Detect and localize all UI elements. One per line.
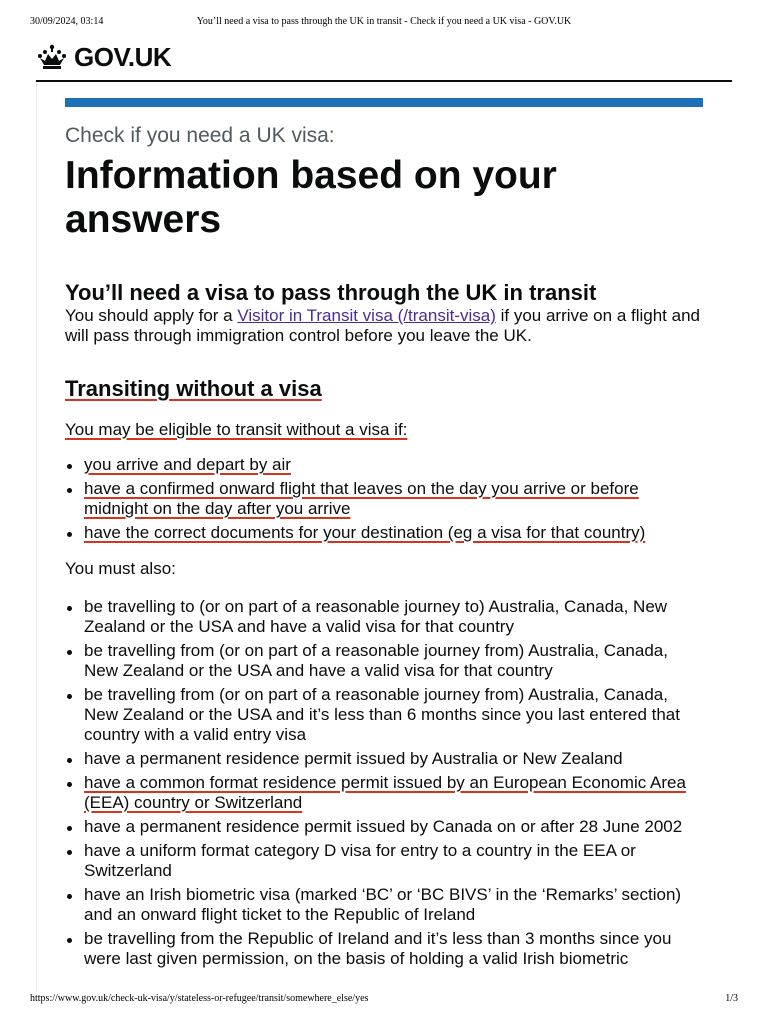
list-item-text: have the correct documents for your destination (eg a visa for that country)	[84, 523, 646, 542]
transit-visa-link[interactable]: Visitor in Transit visa (/transit-visa)	[237, 306, 496, 325]
result-text	[65, 306, 705, 346]
list-item	[65, 523, 705, 543]
main-content	[65, 122, 705, 973]
list-item: have a permanent residence permit issued by Australia or New Zealand	[65, 749, 705, 769]
print-footer	[30, 993, 738, 1007]
list-item: have a permanent residence permit issued by Canada on or after 28 June 2002	[65, 817, 705, 837]
result-heading: You’ll need a visa to pass through the UK in transit	[65, 280, 597, 305]
eligible-intro-text: You may be eligible to transit without a visa if:	[65, 420, 408, 439]
list-item: be travelling to (or on part of a reasonable journey to) Australia, Canada, New Zealand or the USA and have a valid visa for that country	[65, 597, 705, 637]
govuk-header	[36, 40, 732, 82]
list-item: have a uniform format category D visa for entry to a country in the EEA or Switzerland	[65, 841, 705, 881]
print-page-title: You’ll need a visa to pass through the UK in transit - Check if you need a UK visa - GOV.UK	[196, 16, 572, 27]
list-item: be travelling from (or on part of a reasonable journey from) Australia, Canada, New Zealand or the USA and have a valid visa for that country	[65, 641, 705, 681]
list-item-text: have a confirmed onward flight that leaves on the day you arrive or before midnight on the day after you arrive	[84, 479, 639, 518]
list-item: be travelling from the Republic of Ireland and it’s less than 3 months since you were last given permission, on the basis of holding a valid Irish biometric	[65, 929, 705, 969]
eligible-list	[65, 455, 705, 543]
page-caption: Check if you need a UK visa:	[65, 124, 335, 147]
list-item	[65, 773, 705, 813]
list-item-text: you arrive and depart by air	[84, 455, 291, 474]
list-item: have an Irish biometric visa (marked ‘BC’ or ‘BC BIVS’ in the ‘Remarks’ section) and an onward flight ticket to the Republic of Ireland	[65, 885, 705, 925]
print-page-number: 1/3	[725, 993, 738, 1004]
govuk-logo-link[interactable]	[36, 42, 171, 72]
transit-heading-text: Transiting without a visa	[65, 376, 322, 401]
list-item: be travelling from (or on part of a reasonable journey from) Australia, Canada, New Zealand or the USA and it’s less than 6 months since you last entered that country with a valid entry visa	[65, 685, 705, 745]
must-also-intro: You must also:	[65, 559, 176, 578]
transit-without-visa-heading	[65, 376, 705, 402]
must-also-list	[65, 597, 705, 969]
print-datetime: 30/09/2024, 03:14	[30, 16, 104, 27]
print-url: https://www.gov.uk/check-uk-visa/y/stateless-or-refugee/transit/somewhere_else/yes	[30, 993, 369, 1004]
result-text-before: You should apply for a	[65, 306, 238, 325]
print-header	[30, 16, 738, 30]
list-item-text: have a common format residence permit issued by an European Economic Area (EEA) country or Switzerland	[84, 773, 686, 812]
list-item	[65, 479, 705, 519]
page-title: Information based on your answers	[65, 154, 557, 241]
crown-icon	[36, 43, 68, 71]
govuk-logo-text: GOV.UK	[74, 41, 172, 72]
result-text-after: if you arrive on a flight and will pass through immigration control before you leave the UK.	[65, 306, 700, 345]
eligible-intro	[65, 420, 705, 440]
list-item	[65, 455, 705, 475]
highlight-bar	[65, 98, 703, 107]
